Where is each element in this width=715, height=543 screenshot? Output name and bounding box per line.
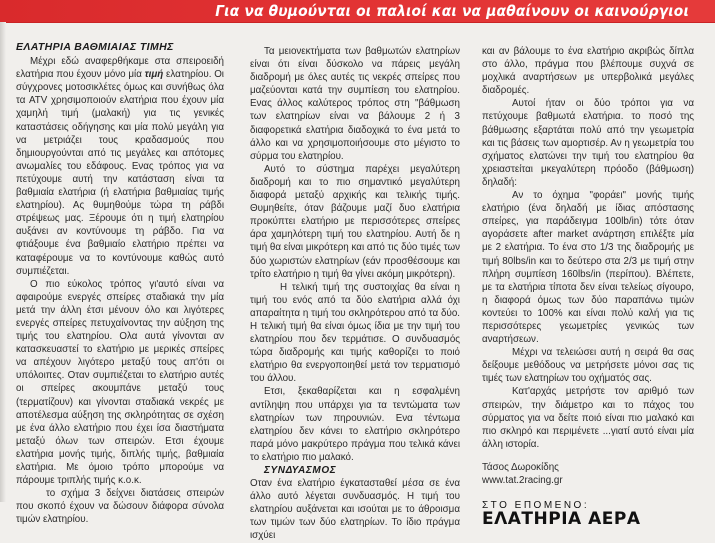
paragraph: Τα μειονεκτήματα των βαθμωτών ελατηρίων είναι ότι είναι δύσκολο να πάρεις μεγάλη διαδρομή με όλες αυτές τις νεκρές σπείρες που μαζεύονται κατά την συμπίεση του ελατηρίου. Ενας άλλος καλύτερος τρόπος στη "βάθμωση των ελατηρίων είναι να βάλουμε 2 ή 3 διαφορετικά ελατήρια διαδοχικά το ένα μετά το άλλο και να χρησιμοποιήσουμε στο μέγιστο το σύρμα του ελατηρίου.: [250, 46, 460, 162]
paragraph: Αυτοί ήταν οι δύο τρόποι για να πετύχουμε βαθμωτά ελατήρια. το ποσό της βάθμωσης εξαρτάται πολύ από την γεωμετρία και τις βάσεις των αμορτισέρ. Αν η γεωμετρία του σχήματος ελατώνει την τιμή του ελατηρίου θα χρειαστείται μκεγαλύτερη πρόοδο (βάθμωση) δηλαδή:: [482, 98, 694, 188]
section-banner: [0, 0, 715, 23]
paragraph: [16, 55, 224, 278]
article-column-1: [16, 41, 224, 526]
next-issue-label: ΣΤΟ ΕΠΟΜΕΝΟ:: [482, 500, 590, 512]
banner-title: Για να θυμούνται οι παλιοί και να μαθαίνουν οι καινούργιοι: [215, 2, 689, 20]
author-website[interactable]: www.tat.2racing.gr: [482, 475, 563, 486]
article-heading: ΕΛΑΤΗΡΙΑ ΒΑΘΜΙΑΙΑΣ ΤΙΜΗΣ: [16, 41, 174, 53]
text-run: ελατηρίου. Οι σύγχρονες μοτοσικλέτες όμως και συνήθως όλα τα ATV χρησιμοποιούν ελατήρια που έχουν μία χαμηλή τιμή (μαλακή) για τις γενικές καταστάσεις οδήγησης και μία πολύ μεγάλη για να μετριάζει τους κραδασμούς που δημιουργούνται από τις μεγάλες και απότομες ανωμαλίες του εδάφους. Ενας τρόπος για να πετύχουμε αυτή την κατάσταση είναι τα βαθμιαία ελατήρια (ή ελατήρια βαθμιαίας τιμής ελατηρίου). Ας θυμηθούμε τώρα τη ράβδι στρέψεως μας. Ξέρουμε ότι η τιμή ελατηρίου αυξάνει αν κοντύνουμε τη ράβδο. Για να φτιάξουμε ένα βαθμιαίο ελατήριο πρέπει να καταφέρουμε να το κοντύνουμε καθώς αυτό συμπιέζεται.: [16, 69, 224, 277]
paragraph: Ετσι, ξεκαθαρίζεται και η εσφαλμένη αντίληψη που υπάρχει για τα τεντώματα των ελατηρίων των πηρουνιών. Ενα τέντωμα ελατηρίου δεν κάνει το ελατήριο σκληρότερο παρά μόνο μακρύτερο πράγμα που τελικά κάνει το ελατήριο πιο μαλακό.: [250, 386, 460, 463]
page-gutter-shadow: [0, 22, 6, 502]
paragraph: Κατ'αρχάς μετρήστε τον αριθμό των σπειρών, την διάμετρο και το πάχος του σύρματος για να δείτε ποιό είναι πιο μαλακό και πιο σκληρό και περιμένετε ...γιατί αυτό είναι μία άλλη ιστορία.: [482, 386, 694, 450]
paragraph: Αυτό το σύστημα παρέχει μεγαλύτερη διαδρομή και το πιο σημαντικό μεγαλύτερη διαφορά μεταξύ αρχικής και τελικής τιμής. Θυμηθείτε, όταν βάζουμε μαζί δυο ελατήρια προκύπτει ελατήριο με περισσότερες σπείρες άρα χαμηλότερη τιμή του ελατηρίου. Αυτή δε η τιμή θα είναι μικρότερη και από τις δύο τιμές των δύο χωριστών ελατηρίων (εάν προσθέσουμε και τρίτο ελατήριο η τιμή θα γίνει ακόμη μικρότερη).: [250, 163, 460, 280]
next-issue-title: ΕΛΑΤΗΡΙΑ ΑΕΡΑ: [482, 509, 641, 530]
emphasized-term: τιμή: [144, 69, 164, 81]
article-column-2: [250, 45, 460, 543]
author-name: Τάσος Δωροκίδης: [482, 461, 559, 473]
paragraph: το σχήμα 3 δείχνει διατάσεις σπειρών που σκοπό έχουν να δώσουν διάφορα σύνολα τιμών ελατηρίου.: [16, 488, 224, 526]
section-subheading: ΣΥΝΔΥΑΣΜΟΣ: [264, 465, 337, 476]
paragraph: Οταν ένα ελατήριο έγκατασταθεί μέσα σε ένα άλλο αυτό λέγεται συνδυασμός. Η τιμή του ελατηρίου αυξάνεται και ισούται με το άθροισμα των τιμών των δύο ελατηρίων. Το ίδιο πράγμα ισχύει: [250, 478, 460, 542]
paragraph: Ο πιο εύκολος τρόπος γι'αυτό είναι να αφαιρούμε ενεργές σπείρες σταδιακά την μία μετά την άλλη έτσι μένουν όλο και λιγότερες ενεργές σπείρες πετυχαίνοντας την αύξηση της τιμής του ελατηρίου. Ολα αυτά γίνονται αν κατασκευαστεί το ελατήριο με μερικές σπείρες να απέχουν λιγότερο μεταξύ τους απ'ότι οι υπόλοιπες. Οταν συμπιέζεται το ελατήριο αυτές οι σπείρες ακουμπάνε μεταξύ τους (τερματίζουν) και γίνονται σταδιακά νεκρές με αποτέλεσμα αύξηση της σκληρότητας σε σχέση με ένα άλλο ελατήριο που έχει ίσα διαστήματα μεταξύ όλων των σπειρών. Ετσι έχουμε ελατήρια μονής τιμής, διπλής τιμής, βαθμιαία ελατήρια. Με όμοιο τρόπο μπορούμε να πάρουμε τριπλής τιμής κ.ο.κ.: [16, 278, 224, 487]
paragraph: Η τελική τιμή της συστοιχίας θα είναι η τιμή του ενός από τα δύο ελατήρια αλλά όχι απαραίτητα η τιμή του σκληρότερου από τα δύο. Η τελική τιμή θα είναι όμως ίδια με την τιμή του ελατηρίου που δεν τερμάτισε. Ο συνδυασμός τώρα διαδρομής και τιμής καθορίζει το ποιό ελατήριο θα ενεργοποιηθεί μετά τον τερματισμό του άλλου.: [250, 281, 460, 385]
paragraph: και αν βάλουμε το ένα ελατήριο ακριβώς δίπλα στο άλλο, πράγμα που βλέπουμε συχνά σε μοχλικά αναρτήσεων με υπερβολικά μεγάλες διαδρομές.: [482, 46, 694, 97]
text-run: Μέχρι εδώ αναφερθήκαμε στα σπειροειδή ελατήρια που έχουν μόνο μία: [16, 56, 224, 81]
article-column-3: [482, 45, 694, 528]
paragraph: Μέχρι να τελειώσει αυτή η σειρά θα σας δείξουμε μεθόδους να μετρήσετε μόνοι σας τις τιμές των ελατηρίων του οχήματός σας.: [482, 347, 694, 385]
paragraph: Αν το όχημα "φοράει" μονής τιμής ελατήριο (ένα δηλαδή με ίδιας απόστασης σπείρες, για παράδειγμα 100lb/in) τότε όταν αγοράσετε after market ανάρτηση επιλέξτε μία με 2 ελατήρια. Το ένα στο 1/3 της διαδρομής με τιμή 80lbs/in και το δεύτερο στα 2/3 με τιμή στην πλήρη συμπίεση 160lbs/in (περίπου). Βλέπετε, με τα ελατήρια τίποτα δεν είναι τελείως σίγουρο, η διαφορά όμως των δύο παραπάνω τιμών κοντεύει το 100% και είναι πολύ καλή για τις περισσότερες γεωμετρίες γενικώς των αναρτήσεων.: [482, 190, 694, 346]
